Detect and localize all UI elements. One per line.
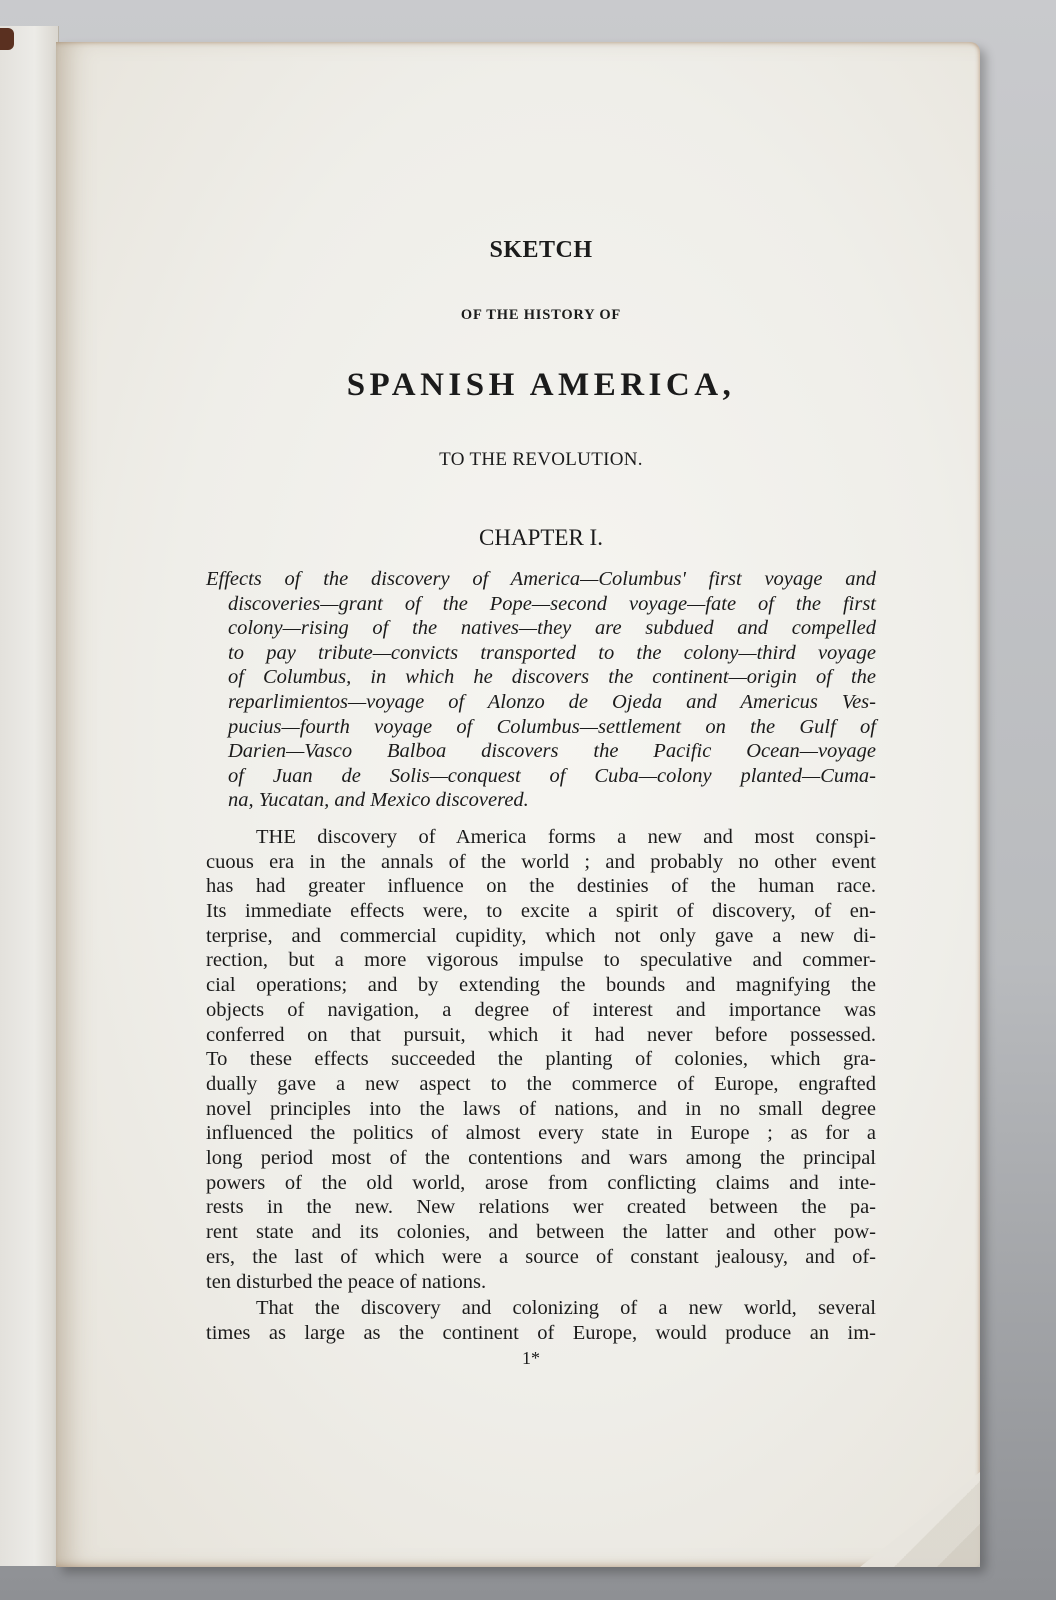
paragraph-line: powers of the old world, arose from conflicting claims and inte- [206, 1171, 876, 1194]
paragraph-2 [206, 1296, 876, 1345]
paragraph-line: novel principles into the laws of nations, and in no small degree [206, 1097, 876, 1120]
page-content [206, 237, 876, 1369]
paragraph-line: objects of navigation, a degree of interest and importance was [206, 998, 876, 1021]
title-of-the-history-of: OF THE HISTORY OF [460, 307, 622, 323]
synopsis-line: of Columbus, in which he discovers the continent—origin of the [228, 666, 876, 689]
paragraph-line: conferred on that pursuit, which it had never before possessed. [206, 1023, 876, 1046]
paragraph-line: To these effects succeeded the planting of colonies, which gra- [206, 1048, 876, 1071]
title-spanish-america: SPANISH AMERICA, [346, 367, 736, 403]
show-through-text [296, 172, 936, 197]
signature-mark: 1* [522, 1347, 540, 1368]
paragraph-line: influenced the politics of almost every state in Europe ; as for a [206, 1122, 876, 1145]
paragraph-line: long period most of the contentions and wars among the principal [206, 1147, 876, 1170]
dog-eared-corner [860, 1472, 980, 1567]
synopsis-line: pucius—fourth voyage of Columbus—settlement on the Gulf of [228, 715, 876, 738]
paragraph-line: cuous era in the annals of the world ; and probably no other event [206, 850, 876, 873]
paragraph-line: That the discovery and colonizing of a new world, several [256, 1297, 876, 1320]
synopsis-line: discoveries—grant of the Pope—second voyage—fate of the first [228, 592, 876, 615]
synopsis-line: to pay tribute—convicts transported to the colony—third voyage [228, 641, 876, 664]
paragraph-line: ers, the last of which were a source of constant jealousy, and of- [206, 1245, 876, 1268]
paragraph-1 [206, 825, 876, 1294]
paragraph-line: rent state and its colonies, and between the latter and other pow- [206, 1221, 876, 1244]
paragraph-line: rests in the new. New relations wer created between the pa- [206, 1196, 876, 1219]
title-to-the-revolution: TO THE REVOLUTION. [439, 449, 643, 470]
title-sketch: SKETCH [489, 237, 593, 263]
synopsis-line: colony—rising of the natives—they are subdued and compelled [228, 617, 876, 640]
paragraph-line: rection, but a more vigorous impulse to speculative and commer- [206, 949, 876, 972]
synopsis-line: Darien—Vasco Balboa discovers the Pacific Ocean—voyage [228, 740, 876, 763]
synopsis-line: reparlimientos—voyage of Alonzo de Ojeda and Americus Ves- [228, 690, 876, 713]
paragraph-line: terprise, and commercial cupidity, which not only gave a new di- [206, 924, 876, 947]
paragraph-line: cial operations; and by extending the bounds and magnifying the [206, 974, 876, 997]
paragraph-line: times as large as the continent of Europe, would produce an im- [206, 1322, 876, 1344]
chapter-synopsis [206, 567, 876, 813]
book-page [56, 42, 980, 1567]
synopsis-line: na, Yucatan, and Mexico discovered. [228, 789, 529, 812]
previous-page-edge [0, 26, 59, 1566]
synopsis-line: of Juan de Solis—conquest of Cuba—colony planted—Cuma- [228, 764, 876, 787]
paragraph-line: Its immediate effects were, to excite a spirit of discovery, of en- [206, 900, 876, 923]
synopsis-line: Effects of the discovery of America—Columbus' first voyage and [206, 568, 876, 590]
binding-thread [0, 28, 14, 50]
paragraph-line: THE discovery of America forms a new and most conspi- [256, 825, 876, 848]
paragraph-line: has had greater influence on the destinies of the human race. [206, 875, 876, 898]
chapter-heading: CHAPTER I. [479, 525, 603, 550]
paragraph-line: dually gave a new aspect to the commerce of Europe, engrafted [206, 1072, 876, 1095]
paragraph-line: ten disturbed the peace of nations. [206, 1270, 487, 1293]
